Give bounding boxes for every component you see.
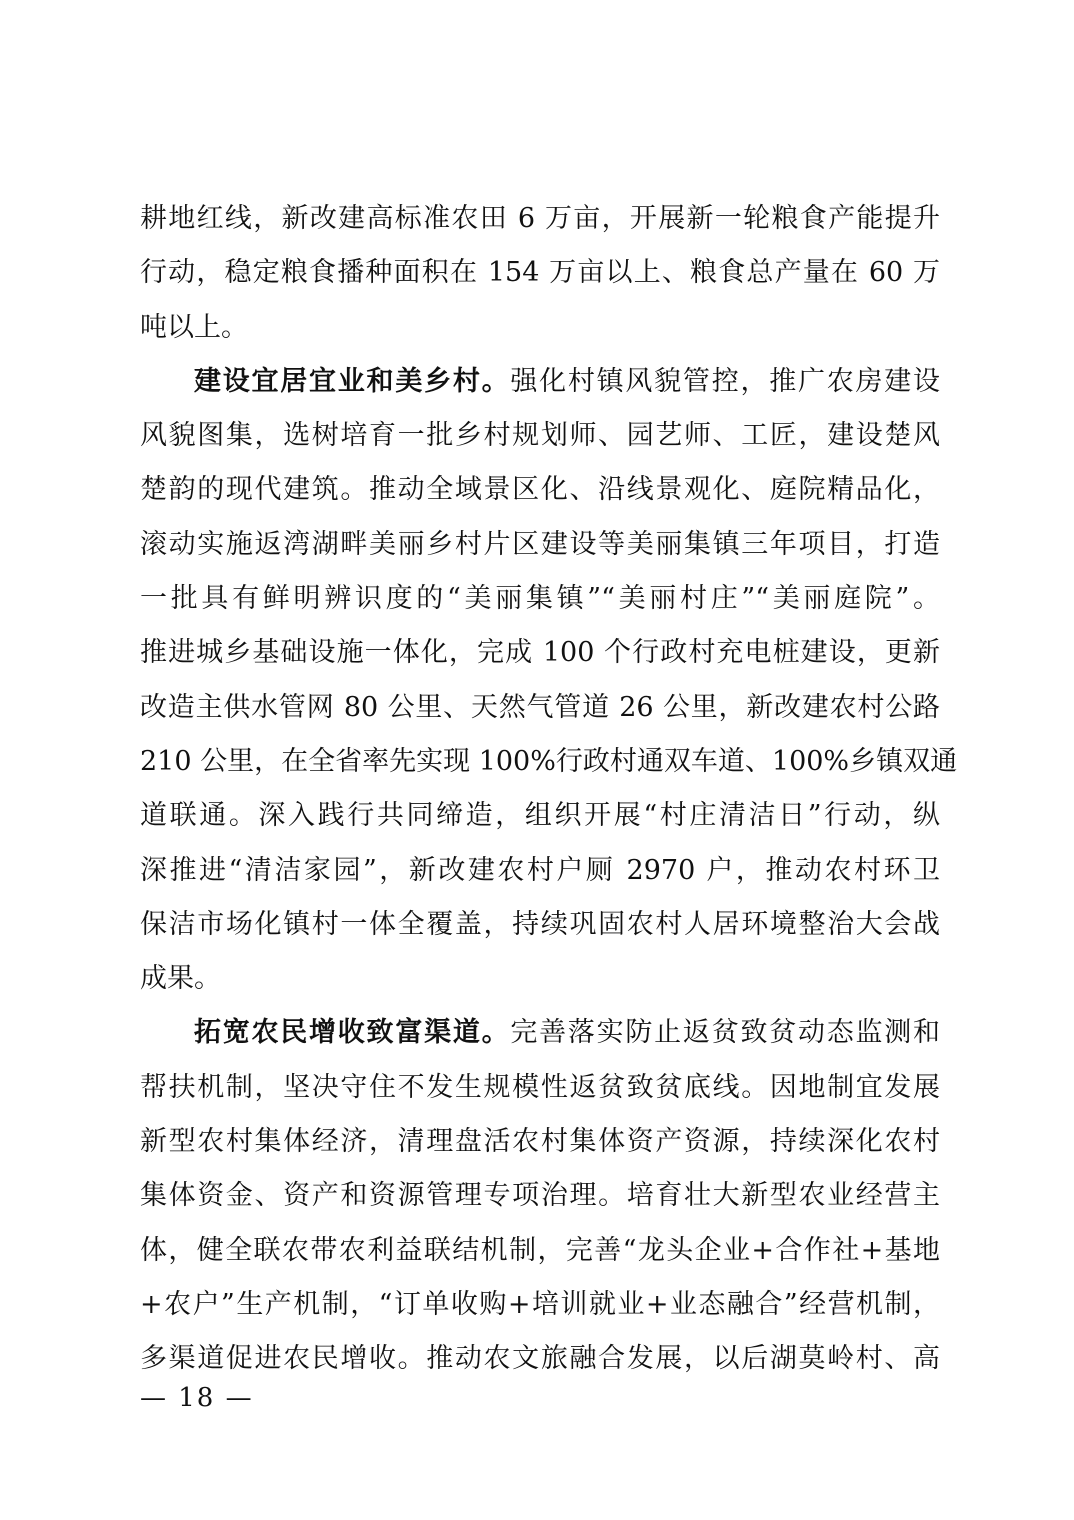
- body-text: [140, 192, 958, 1387]
- text-line: 强化村镇风貌管控，推广农房建设: [510, 365, 941, 397]
- text-line: 多渠道促进农民增收。推动农文旅融合发展，以后湖莫岭村、高: [140, 1343, 940, 1375]
- text-line: 耕地红线，新改建高标准农田 6 万亩，开展新一轮粮食产能提升: [140, 203, 940, 234]
- text-line: +农户”生产机制，“订单收购+培训就业+业态融合”经营机制，: [140, 1288, 940, 1320]
- text-line: 保洁市场化镇村一体全覆盖，持续巩固农村人居环境整治大会战: [140, 908, 940, 940]
- text-line: 完善落实防止返贫致贫动态监测和: [510, 1017, 941, 1049]
- text-line: 推进城乡基础设施一体化，完成 100 个行政村充电桩建设，更新: [140, 637, 940, 669]
- text-line: 新型农村集体经济，清理盘活农村集体资产资源，持续深化农村: [140, 1126, 940, 1158]
- section-heading: 建设宜居宜业和美乡村。: [194, 365, 511, 397]
- text-line: 行动，稳定粮食播种面积在 154 万亩以上、粮食总产量在 60 万: [140, 257, 940, 289]
- text-line: 吨以上。: [140, 311, 248, 343]
- text-line: 楚韵的现代建筑。推动全域景区化、沿线景观化、庭院精品化，: [140, 474, 940, 506]
- text-line: 风貌图集，选树培育一批乡村规划师、园艺师、工匠，建设楚风: [140, 420, 940, 452]
- text-line: 改造主供水管网 80 公里、天然气管道 26 公里，新改建农村公路: [140, 691, 940, 723]
- text-line: 成果。: [140, 963, 221, 995]
- text-line: 一批具有鲜明辨识度的“美丽集镇”“美丽村庄”“美丽庭院”。: [140, 583, 940, 615]
- text-line: 210 公里，在全省率先实现 100%行政村通双车道、100%乡镇双通: [140, 745, 958, 777]
- page-number: — 18 —: [140, 1383, 254, 1413]
- paragraph-first-line: [140, 1006, 940, 1060]
- paragraph-first-line: [140, 355, 940, 409]
- text-line: 深推进“清洁家园”，新改建农村户厕 2970 户，推动农村环卫: [140, 854, 940, 886]
- section-heading: 拓宽农民增收致富渠道。: [194, 1017, 511, 1049]
- text-line: 集体资金、资产和资源管理专项治理。培育壮大新型农业经营主: [140, 1180, 940, 1212]
- text-line: 帮扶机制，坚决守住不发生规模性返贫致贫底线。因地制宜发展: [140, 1071, 940, 1103]
- text-line: 滚动实施返湾湖畔美丽乡村片区建设等美丽集镇三年项目，打造: [140, 528, 940, 560]
- text-line: 体，健全联农带农利益联结机制，完善“龙头企业+合作社+基地: [140, 1234, 940, 1266]
- text-line: 道联通。深入践行共同缔造，组织开展“村庄清洁日”行动，纵: [140, 800, 940, 832]
